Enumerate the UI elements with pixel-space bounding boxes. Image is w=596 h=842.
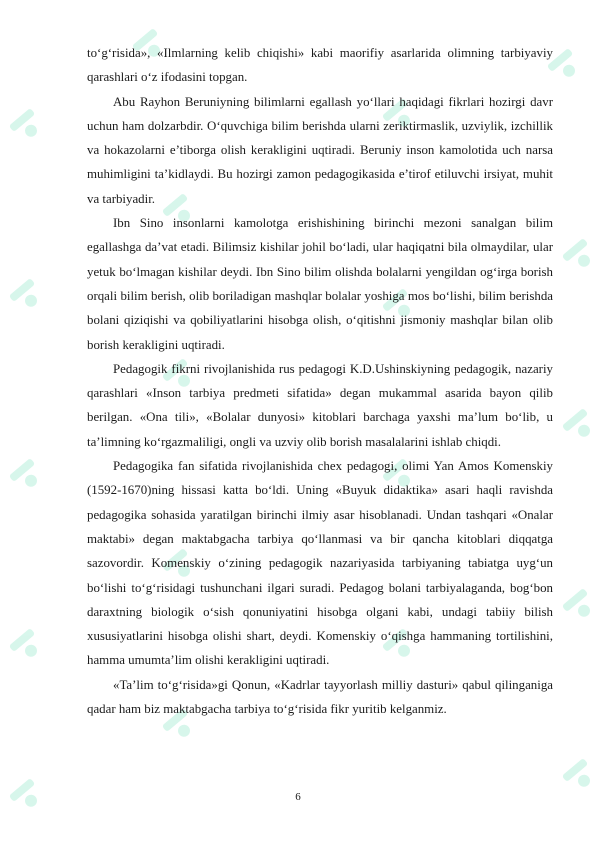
paragraph-2: Abu Rayhon Beruniyning bilimlarni egallash yo‘llari haqidagi fikrlari hozirgi davr uchun ham dolzarbdir. O‘quvchiga bilim berishda ularni zeriktirmaslik, uzviylik, izchillik va hokazolarni e’tiborga olish kerakligini uqtiradi. Beruniy inson kamolotida uch narsa muhimligini ta’kidlaydi. Bu hozirgi zamon pedagogikasida e’tirof etiluvchi irsiyat, muhit va tarbiyadir. [87,94,553,206]
watermark-mark [562,758,596,794]
watermark-mark [9,628,46,664]
watermark-mark [562,408,596,444]
text-column [87,41,553,721]
paragraph-5: Pedagogika fan sifatida rivojlanishida chex pedagogi, olimi Yan Amos Komenskiy (1592-1670)ning hissasi katta bo‘ldi. Uning «Buyuk didaktika» asari haqli ravishda pedagogika sohasida yaratilgan birinchi ilmiy asar hisoblanadi. Undan tashqari «Onalar maktabi» degan maktabgacha tarbiya qo‘llanmasi va bir qancha kitoblari diqqatga sazovordir. Komenskiy o‘zining pedagogik nazariyasida tarbiyaning tabiatga uyg‘un bo‘lishi to‘g‘risidagi tushunchani ilgari suradi. Pedagog bolani tarbiyalaganda, bog‘bon daraxtning biologik o‘sish qonuniyatini hisobga olgani kabi, undagi tabiiy bilish xususiyatlarini hisobga olishi shart, deydi. Komenskiy o‘qishga hammaning tortilishini, hamma umumta’lim olishi kerakligini uqtiradi. [87,459,553,668]
paragraph-6: «Ta’lim to‘g‘risida»gi Qonun, «Kadrlar tayyorlash milliy dasturi» qabul qilinganiga qadar ham biz maktabgacha tarbiya to‘g‘risida fikr yuritib kelganmiz. [87,677,553,717]
watermark-mark [9,458,46,494]
paragraph-4: Pedagogik fikrni rivojlanishida rus pedagogi K.D.Ushinskiyning pedagogik, nazariy qarashlari «Inson tarbiya predmeti sifatida» degan mukammal asarida bayon qilib berilgan. «Ona tili», «Bolalar dunyosi» kitoblari barchaga yaxshi ma’lum bo‘lib, u ta’limning ko‘rgazmaliligi, ongli va uzviy olib borish masalalarini ishlab chiqdi. [87,361,553,449]
paragraph-1: to‘g‘risida», «Ilmlarning kelib chiqishi» kabi maorifiy asarlarida olimning tarbiyaviy qarashlari o‘z ifodasini topgan. [87,46,553,85]
watermark-mark [562,588,596,624]
page-number: 6 [295,791,301,803]
paragraph-3: Ibn Sino insonlarni kamolotga erishishining birinchi mezoni sanalgan bilim egallashga da’vat etadi. Bilimsiz kishilar johil bo‘ladi, ular haqiqatni bila olmaydilar, ular yetuk bo‘lmagan kishilar deydi. Ibn Sino bilim olishda bolalarni yengildan og‘irga borish orqali bilim berish, olib boriladigan mashqlar bolalar yoshiga mos bo‘lishi, bilim berishda bolani qiziqishi va qobiliyatlarini hisobga olish, o‘qitishni jismoniy mashqlar bilan olib borish kerakligini uqtiradi. [87,216,553,352]
watermark-mark [9,108,46,144]
watermark-mark [9,278,46,314]
watermark-mark [562,238,596,274]
